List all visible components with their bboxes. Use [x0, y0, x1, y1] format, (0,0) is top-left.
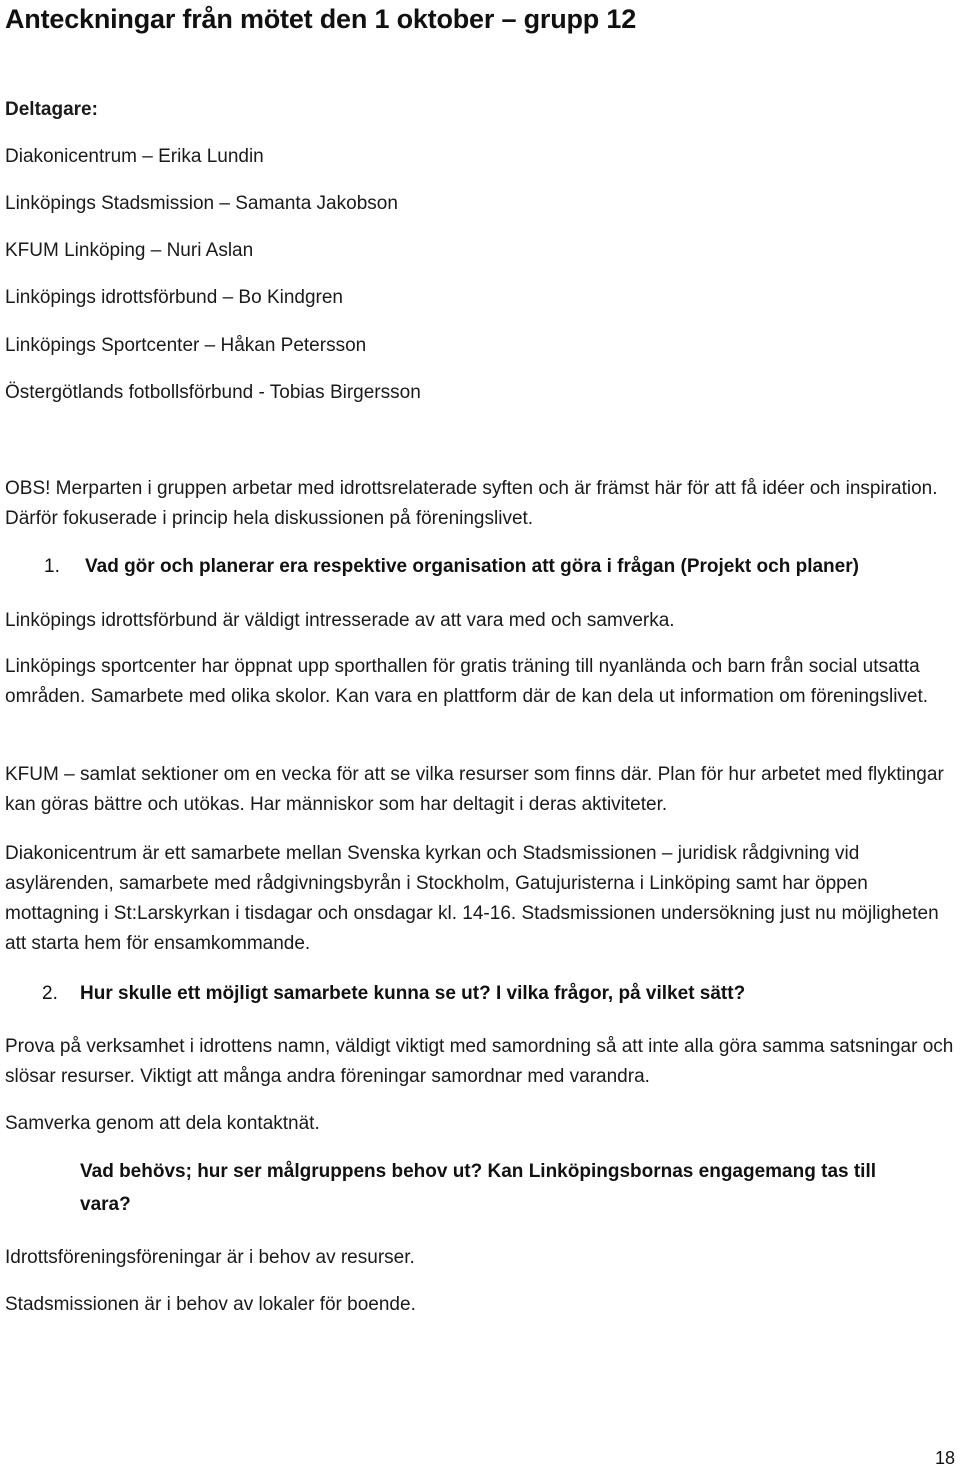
answer-paragraph: Linköpings sportcenter har öppnat upp sporthallen för gratis träning till nyanlända och barn från social utsatta områden. Samarbete med olika skolor. Kan vara en plattform där de kan dela ut information om föreningslivet.: [5, 656, 929, 707]
page-title: Anteckningar från mötet den 1 oktober – grupp 12: [5, 4, 637, 34]
question-heading: Hur skulle ett möjligt samarbete kunna se ut? I vilka frågor, på vilket sätt?: [80, 983, 746, 1004]
page-number: 18: [934, 1448, 955, 1468]
participant-item: Diakonicentrum – Erika Lundin: [5, 146, 264, 167]
participant-item: Linköpings idrottsförbund – Bo Kindgren: [5, 287, 344, 308]
question-number: 1.: [44, 556, 60, 577]
answer-paragraph: Idrottsföreningsföreningar är i behov av resurser.: [5, 1247, 415, 1268]
answer-paragraph: Samverka genom att dela kontaktnät.: [5, 1113, 320, 1134]
question-heading: Vad behövs; hur ser målgruppens behov ut? Kan Linköpingsbornas engagemang tas till vara?: [80, 1161, 877, 1215]
answer-paragraph: KFUM – samlat sektioner om en vecka för att se vilka resurser som finns där. Plan för hur arbetet med flyktingar kan göras bättre och utökas. Har människor som har deltagit i deras aktiviteter.: [5, 764, 944, 815]
participant-item: KFUM Linköping – Nuri Aslan: [5, 240, 254, 261]
participants-heading: Deltagare:: [5, 99, 98, 120]
participant-item: Linköpings Sportcenter – Håkan Petersson: [5, 335, 367, 356]
obs-note: OBS! Merparten i gruppen arbetar med idrottsrelaterade syften och är främst här för att få idéer och inspiration. Därför fokuserade i princip hela diskussionen på föreningslivet.: [5, 478, 938, 529]
participant-item: Östergötlands fotbollsförbund - Tobias Birgersson: [5, 382, 421, 403]
question-heading: Vad gör och planerar era respektive organisation att göra i frågan (Projekt och planer): [85, 556, 859, 577]
answer-paragraph: Diakonicentrum är ett samarbete mellan Svenska kyrkan och Stadsmissionen – juridisk rådgivning vid asylärenden, samarbete med rådgivningsbyrån i Stockholm, Gatujuristerna i Linköping samt har öppen mottagning i St:Larskyrkan i tisdagar och onsdagar kl. 14-16. Stadsmissionen undersökning just nu möjligheten att starta hem för ensamkommande.: [5, 843, 939, 954]
participant-item: Linköpings Stadsmission – Samanta Jakobson: [5, 193, 398, 214]
answer-paragraph: Stadsmissionen är i behov av lokaler för boende.: [5, 1294, 416, 1315]
question-number: 2.: [42, 983, 58, 1004]
answer-paragraph: Linköpings idrottsförbund är väldigt intresserade av att vara med och samverka.: [5, 610, 675, 631]
answer-paragraph: Prova på verksamhet i idrottens namn, väldigt viktigt med samordning så att inte alla göra samma satsningar och slösar resurser. Viktigt att många andra föreningar samordnar med varandra.: [5, 1036, 954, 1087]
